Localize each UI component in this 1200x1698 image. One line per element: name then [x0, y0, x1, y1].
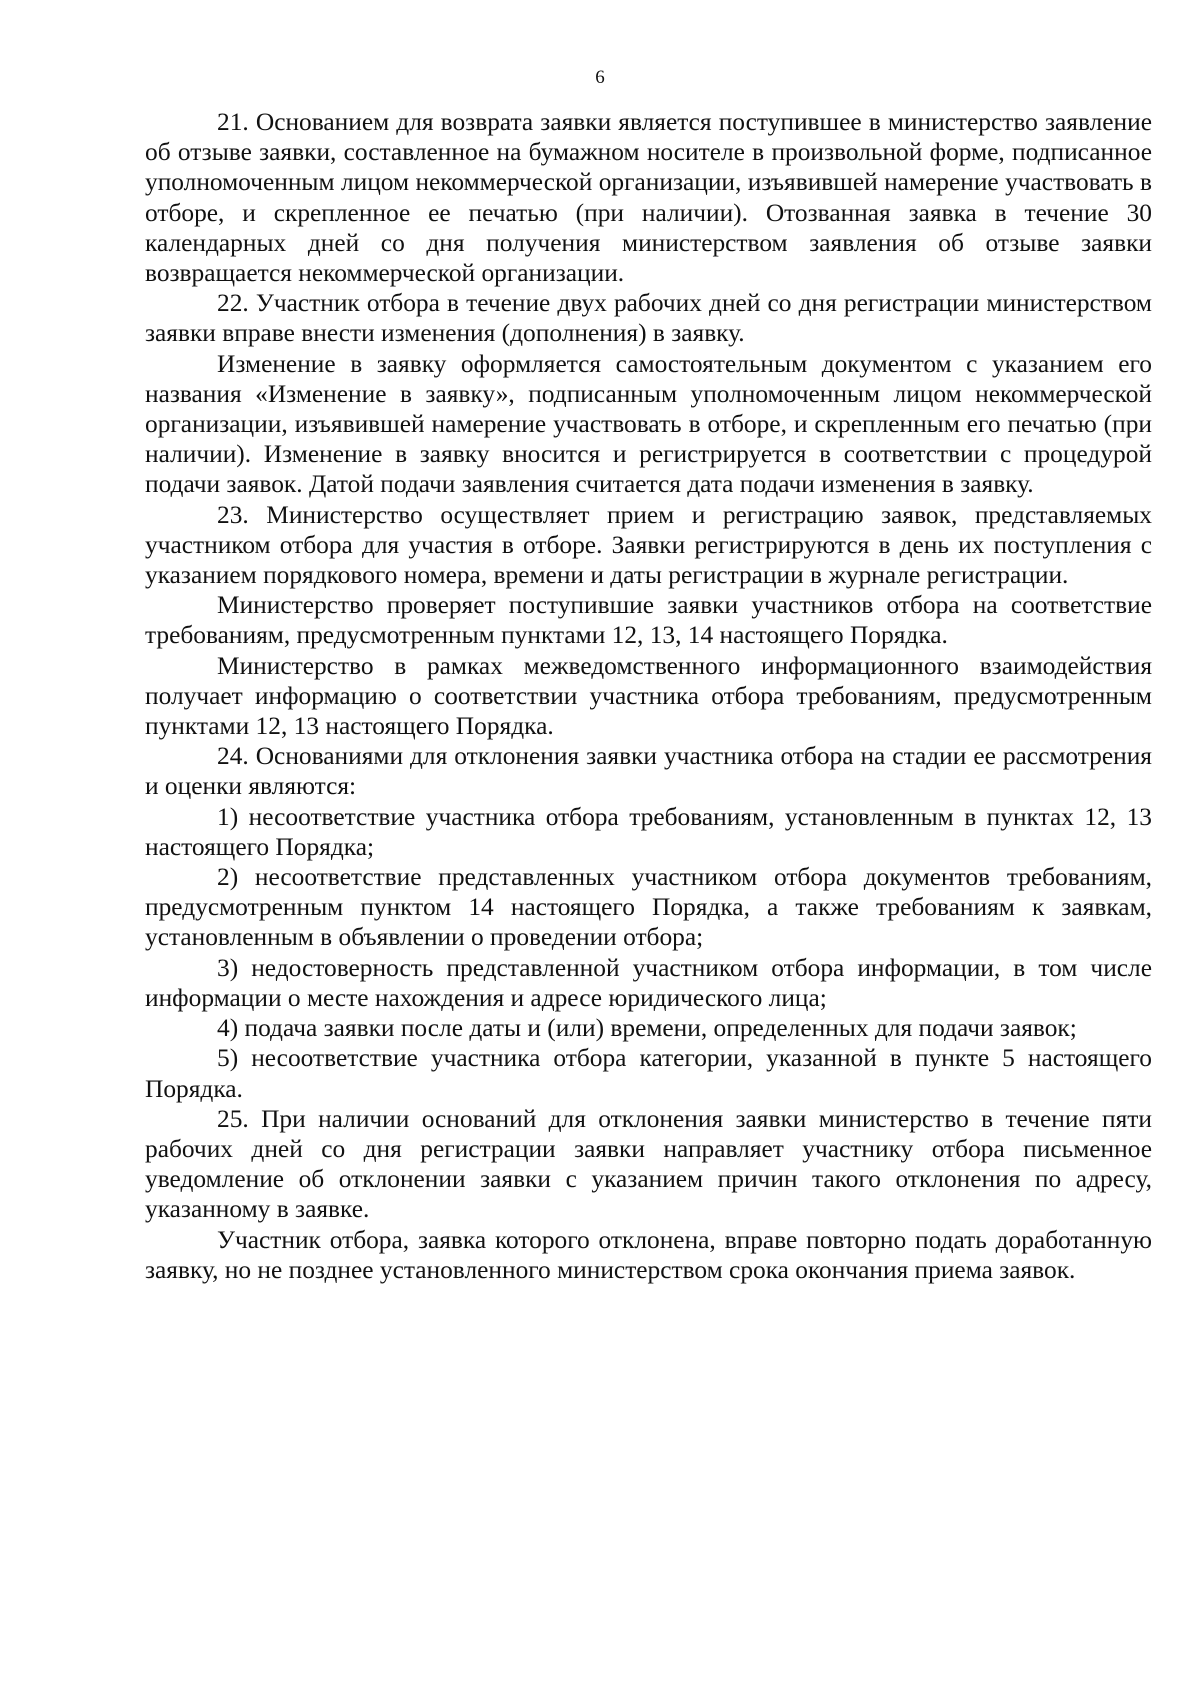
paragraph-25: 25. При наличии оснований для отклонения заявки министерство в течение пяти рабочих дней со дня регистрации заявки направляет участнику отбора письменное уведомление об отклонении заявки с указанием причин такого отклонения по адресу, указанному в заявке. — [145, 1104, 1152, 1224]
paragraph-23-interagency: Министерство в рамках межведомственного информационного взаимодействия получает информацию о соответствии участника отбора требованиям, предусмотренным пунктами 12, 13 настоящего Порядка. — [145, 651, 1152, 741]
list-item-4: 4) подача заявки после даты и (или) времени, определенных для подачи заявок; — [217, 1014, 1077, 1043]
list-item-2: 2) несоответствие представленных участником отбора документов требованиям, предусмотренным пунктом 14 настоящего Порядка, а также требованиям к заявкам, установленным в объявлении о проведении отбора; — [145, 863, 1152, 952]
paragraph-24: 24. Основаниями для отклонения заявки участника отбора на стадии ее рассмотрения и оценки являются: — [145, 742, 1152, 801]
paragraph-22: 22. Участник отбора в течение двух рабочих дней со дня регистрации министерством заявки вправе внести изменения (дополнения) в заявку. — [145, 289, 1152, 348]
paragraph-23-check: Министерство проверяет поступившие заявки участников отбора на соответствие требованиям, предусмотренным пунктами 12, 13, 14 настоящего Порядка. — [145, 591, 1152, 650]
document-body — [145, 107, 1152, 1285]
list-item-1: 1) несоответствие участника отбора требованиям, установленным в пунктах 12, 13 настоящего Порядка; — [145, 802, 1152, 861]
paragraph-21: 21. Основанием для возврата заявки является поступившее в министерство заявление об отзыве заявки, составленное на бумажном носителе в произвольной форме, подписанное уполномоченным лицом некоммерческой организации, изъявившей намерение участвовать в отборе, и скрепленное ее печатью (при наличии). Отозванная заявка в течение 30 календарных дней со дня получения министерством заявления об отзыве заявки возвращается некоммерческой организации. — [145, 108, 1152, 288]
paragraph-22-amendment: Изменение в заявку оформляется самостоятельным документом с указанием его названия «Изменение в заявку», подписанным уполномоченным лицом некоммерческой организации, изъявившей намерение участвовать в отборе, и скрепленным его печатью (при наличии). Изменение в заявку вносится и регистрируется в соответствии с процедурой подачи заявок. Датой подачи заявления считается дата подачи изменения в заявку. — [145, 349, 1152, 499]
page-number: 6 — [595, 67, 605, 88]
paragraph-25-resubmission: Участник отбора, заявка которого отклонена, вправе повторно подать доработанную заявку, но не позднее установленного министерством срока окончания приема заявок. — [145, 1225, 1152, 1284]
paragraph-23: 23. Министерство осуществляет прием и регистрацию заявок, представляемых участником отбора для участия в отборе. Заявки регистрируются в день их поступления с указанием порядкового номера, времени и даты регистрации в журнале регистрации. — [145, 500, 1152, 590]
list-item-5: 5) несоответствие участника отбора категории, указанной в пункте 5 настоящего Порядка. — [145, 1044, 1152, 1103]
list-item-3: 3) недостоверность представленной участником отбора информации, в том числе информации о месте нахождения и адресе юридического лица; — [145, 953, 1152, 1012]
